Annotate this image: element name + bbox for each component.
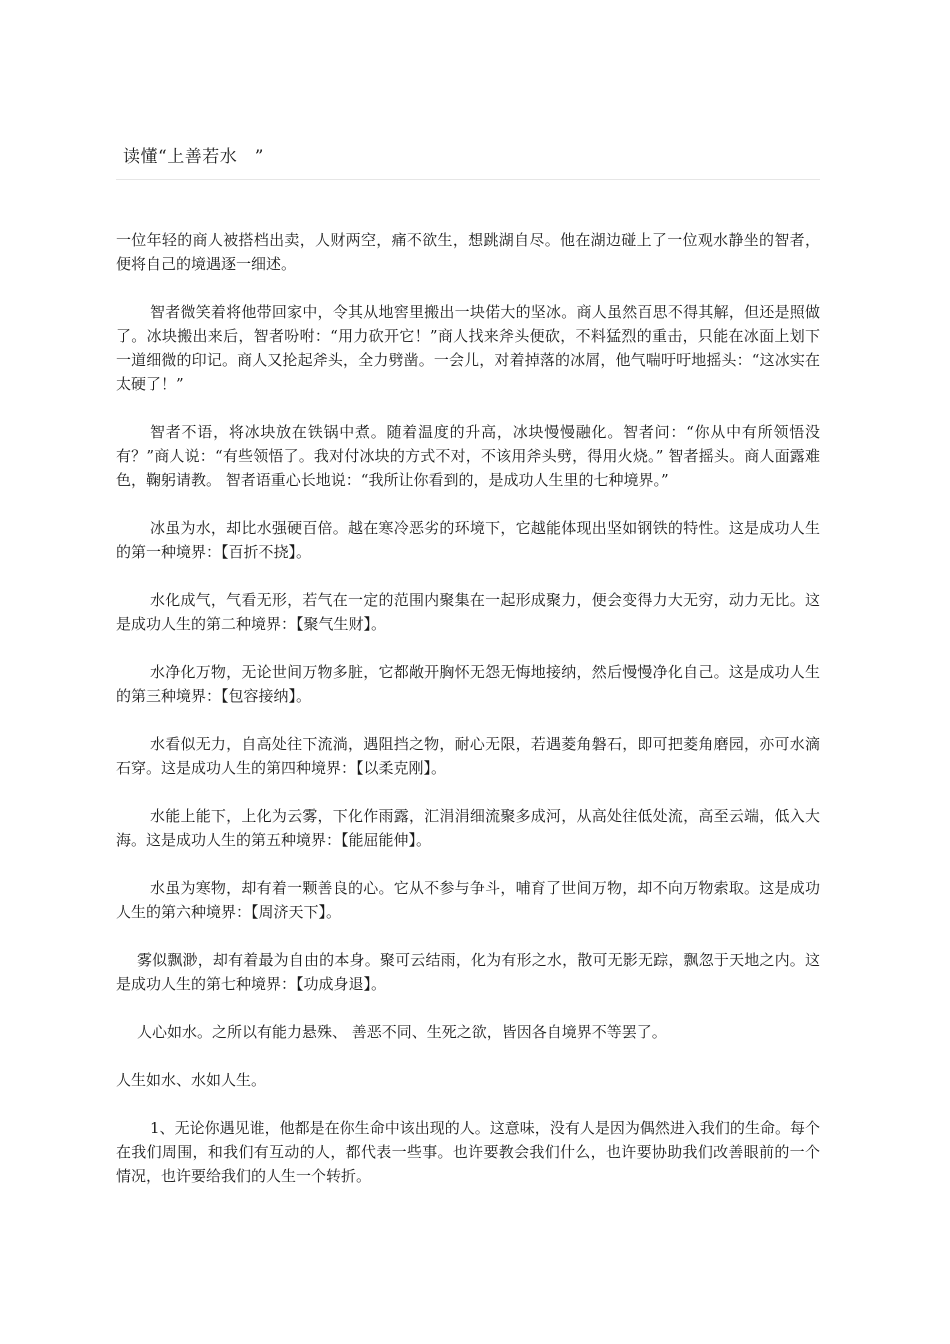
paragraph-1: 一位年轻的商人被搭档出卖，人财两空，痛不欲生，想跳湖自尽。他在湖边碰上了一位观水静坐的智者，便将自己的境遇逐一细述。 xyxy=(116,231,820,273)
paragraph-3: 智者不语，将冰块放在铁锅中煮。随着温度的升高，冰块慢慢融化。智者问：“你从中有所领悟没有？”商人说：“有些领悟了。我对付冰块的方式不对，不该用斧头劈，得用火烧。” 智者摇头。商人面露难色，鞠躬请教。 智者语重心长地说：“我所让你看到的，是成功人生里的七种境界。” xyxy=(116,423,820,489)
article-body xyxy=(116,228,820,1212)
paragraph-5: 水化成气，气看无形，若气在一定的范围内聚集在一起形成聚力，便会变得力大无穷，动力无比。这是成功人生的第二种境界：【聚气生财】。 xyxy=(116,591,820,633)
paragraph-12: 人生如水、水如人生。 xyxy=(116,1071,267,1089)
paragraph-7: 水看似无力，自高处往下流淌，遇阻挡之物，耐心无限，若遇菱角磐石，即可把菱角磨园，亦可水滴石穿。这是成功人生的第四种境界：【以柔克刚】。 xyxy=(116,735,820,777)
title-area xyxy=(116,146,820,180)
paragraph-13: 1、无论你遇见谁，他都是在你生命中该出现的人。这意味，没有人是因为偶然进入我们的生命。每个在我们周围，和我们有互动的人，都代表一些事。也许要教会我们什么，也许要协助我们改善眼前的一个情况，也许要给我们的人生一个转折。 xyxy=(116,1119,820,1185)
paragraph-2: 智者微笑着将他带回家中，令其从地窖里搬出一块偌大的坚冰。商人虽然百思不得其解，但还是照做了。冰块搬出来后，智者吩咐：“用力砍开它！”商人找来斧头便砍，不料猛烈的重击，只能在冰面上划下一道细微的印记。商人又抡起斧头，全力劈凿。一会儿，对着掉落的冰屑，他气喘吁吁地摇头：“这冰实在太硬了！” xyxy=(116,303,820,393)
paragraph-11: 人心如水。之所以有能力悬殊、 善恶不同、生死之欲，皆因各自境界不等罢了。 xyxy=(137,1023,667,1041)
paragraph-8: 水能上能下，上化为云雾，下化作雨露，汇涓涓细流聚多成河，从高处往低处流，高至云端，低入大海。这是成功人生的第五种境界：【能屈能伸】。 xyxy=(116,807,820,849)
paragraph-9: 水虽为寒物，却有着一颗善良的心。它从不参与争斗，哺育了世间万物，却不向万物索取。这是成功人生的第六种境界：【周济天下】。 xyxy=(116,879,820,921)
paragraph-4: 冰虽为水，却比水强硬百倍。越在寒冷恶劣的环境下，它越能体现出坚如钢铁的特性。这是成功人生的第一种境界：【百折不挠】。 xyxy=(116,519,820,561)
paragraph-10: 雾似飘渺，却有着最为自由的本身。聚可云结雨，化为有形之水，散可无影无踪，飘忽于天地之内。这是成功人生的第七种境界：【功成身退】。 xyxy=(116,951,820,993)
paragraph-6: 水净化万物，无论世间万物多脏，它都敞开胸怀无怨无悔地接纳，然后慢慢净化自己。这是成功人生的第三种境界：【包容接纳】。 xyxy=(116,663,820,705)
article-title: 读懂“上善若水 ” xyxy=(123,147,264,167)
